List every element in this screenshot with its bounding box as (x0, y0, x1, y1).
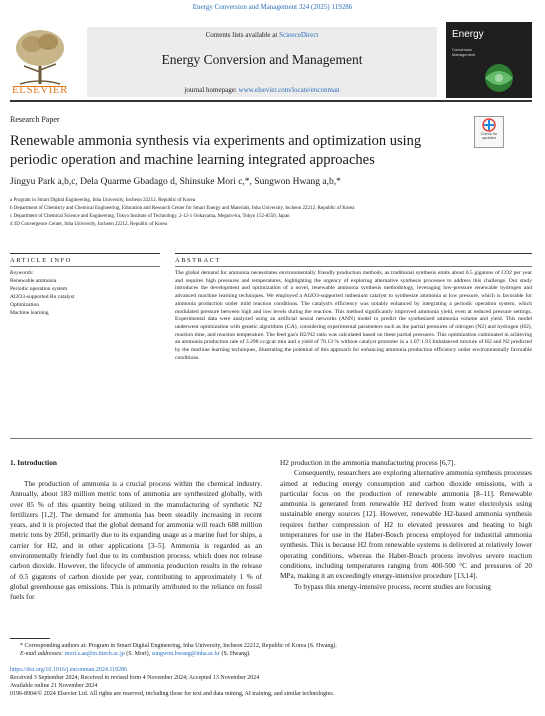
header-rule (10, 100, 532, 102)
intro-column-1 (10, 479, 262, 603)
affiliation: c Department of Chemical Science and Engineering, Tokyo Institute of Technology, 2-12-1 Ookayama, Meguro-ku, Tokyo 152-8550, Japan (10, 214, 290, 219)
abstract-rule (175, 253, 532, 254)
doi-link[interactable]: https://doi.org/10.1016/j.enconman.2024.119286 (10, 667, 128, 673)
article-info-rule (10, 253, 160, 254)
email-link-mori[interactable]: mori.s.aa@m.titech.ac.jp (64, 651, 125, 657)
elsevier-wordmark: ELSEVIER (12, 84, 68, 96)
keywords-label: Keywords: (10, 270, 34, 276)
email-owner: (S. Mori), (124, 651, 152, 657)
corresponding-author-note: * Corresponding authors at: Program in Smart Digital Engineering, Inha University, Incheon 22212, Republic of Korea (S. Hwang). (20, 643, 337, 649)
cover-title-word: Energy (452, 29, 484, 40)
keyword: Al2O3-supported Ru catalyst (10, 294, 75, 300)
email-addresses (20, 650, 251, 658)
intro-column-2 (280, 458, 532, 592)
section-heading-introduction: 1. Introduction (10, 458, 57, 467)
available-online-date: Available online 21 November 2024 (10, 683, 98, 689)
received-dates: Received 3 September 2024; Received in revised form 4 November 2024; Accepted 13 November 2024 (10, 675, 260, 681)
keyword: Renewable ammonia (10, 278, 57, 284)
abstract-heading: ABSTRACT (175, 257, 221, 264)
email-owner: (S. Hwang). (219, 651, 251, 657)
article-title: Renewable ammonia synthesis via experiments and optimization using periodic operation and machine learning integrated approaches (10, 133, 422, 168)
affiliation: b Department of Chemistry and Chemical Engineering, Education and Research Center for Smart Energy and Materials, Inha University, Incheon 22212, Republic of Korea (10, 206, 355, 211)
crossmark-icon (482, 118, 496, 132)
article-info-subrule (10, 266, 160, 267)
affiliation: a Program in Smart Digital Engineering, Inha University, Incheon 22212, Republic of Korea (10, 198, 196, 203)
cover-subtitle (452, 48, 475, 57)
cover-art-icon (470, 60, 528, 96)
email-label: E-mail addresses: (20, 651, 65, 657)
contents-line (87, 31, 437, 39)
abstract-subrule (175, 266, 532, 267)
abstract-text: The global demand for ammonia necessitates environmentally friendly production methods, as traditional synthesis emits about 0.5 gigatons of CO2 per year and requires high pressures and temperatures, highlighting the urgency of exploring alternative synthesis processes to address this challenge. Our study introduces the development and optimization of a novel, renewable ammonia synthesis methodology, leveraging low-pressure renewable hydrogen and advanced machine learning techniques. We employed a Al2O3-supported ruthenium catalyst to synthesize ammonia at low pressure, which is favorable for ammonia production under mild reaction conditions. The catalyst's efficiency was notably enhanced by integrating a periodic operation system, which modulated pressure between high and low levels during the reaction. This method significantly improved ammonia yield, even at reduced pressure settings. Experimental data were analyzed using an artificial neural networks (ANN) model to predict the synthesized ammonia volume and yield. This model underwent optimization with genetic algorithms (GA), considering experimental parameters such as the partial pressures of nitrogen (N2) and hydrogen (H2), reaction time, and reaction temperature. The feed gas's H2/N2 ratio was calculated based on these partial pressures. This optimization culminated in achieving an ammonia production rate of 3.298 cc/gcat·min and a yield of 78.13 % without catalyst promoter in a 1.07:1.93 Imbalanced mixture of H2 and N2 predicted by the machine learning techniques, illustrating the potential of this approach for enhancing ammonia production efficiency under environmentally favorable conditions. (175, 270, 532, 361)
intro-paragraph: The production of ammonia is a crucial process within the chemical industry. Annually, about 183 million metric tons of ammonia are synthesized globally, with over 85 % of this quantity being utilized in the manufacturing of synthetic N2 fertilizers [1,2]. The demand for ammonia has been steadily increasing in recent years, and it is projected that the global demand for ammonia will reach 688 million metric tons by 2050, primarily due to its expanding usage as a marine fuel for ships, a carrier for H2, and in other applications [3–5]. Ammonia is regarded as an environmentally friendly fuel due to its combustion process, which does not release carbon dioxide. However, the lifecycle of ammonia production results in the release of 0.5 gigatons of carbon dioxide per year, contributing to approximately 1 % of global greenhouse gas emissions. This is primarily attributed to the reliance on fossil fuels for (10, 479, 262, 602)
cover-title (452, 30, 484, 39)
journal-name: Energy Conversion and Management (161, 52, 363, 67)
journal-citation-link[interactable]: Energy Conversion and Management 324 (2025) 119286 (192, 3, 353, 11)
abstract-end-rule (10, 438, 532, 439)
intro-paragraph: H2 production in the ammonia manufacturing process [6,7]. (280, 458, 456, 467)
homepage-link[interactable]: www.elsevier.com/locate/enconman (238, 86, 340, 94)
intro-paragraph: To bypass this energy-intensive process, recent studies are focusing (294, 581, 491, 591)
crossmark-label: Check for updates (480, 131, 498, 140)
keyword: Optimization (10, 302, 40, 308)
keyword: Periodic operation system (10, 286, 68, 292)
email-link-hwang[interactable]: sungwon.hwang@inha.ac.kr (151, 651, 220, 657)
affiliation: d 3D Convergence Center, Inha University, Incheon 22212, Republic of Korea (10, 222, 167, 227)
keyword: Machine learning (10, 310, 49, 316)
intro-paragraph: Consequently, researchers are exploring alternative ammonia synthesis processes aimed at reducing energy consumption and carbon dioxide emissions, with a particular focus on the production of renewable ammonia [8–11]. Renewable ammonia is generated from renewable H2 derived from water electrolysis using sustainable energy sources [12]. However, renewable H2-based ammonia synthesis requires further compression of H2 to elevated pressures and heating to high temperatures for use in the Haber-Bosch process employed for industrial ammonia synthesis. This is because H2 from renewable systems is delivered at relatively lower operating conditions, whereas the Haber-Bosch process involves severe reaction conditions, including temperatures ranging from 400-500 °C and pressures of 20 MPa, making it an exceedingly energy-intensive procedure [13,14]. (280, 468, 532, 581)
article-type: Research Paper (10, 115, 60, 124)
contents-prefix: Contents lists available at (205, 31, 280, 39)
homepage-prefix: journal homepage: (184, 86, 239, 94)
cover-subtitle-line: Conversion (452, 47, 473, 52)
footnote-rule (10, 638, 50, 639)
author-list: Jingyu Park a,b,c, Dela Quarme Gbadago d, Shinsuke Mori c,*, Sungwon Hwang a,b,* (10, 177, 341, 187)
cover-subtitle-line: Management (452, 51, 476, 57)
article-info-heading: ARTICLE INFO (10, 257, 72, 264)
journal-homepage-line (87, 86, 437, 94)
sciencedirect-link[interactable]: ScienceDirect (279, 31, 319, 39)
copyright-notice: 0196-8904/© 2024 Elsevier Ltd. All rights are reserved, including those for text and data mining, AI training, and similar technologies. (10, 691, 335, 697)
